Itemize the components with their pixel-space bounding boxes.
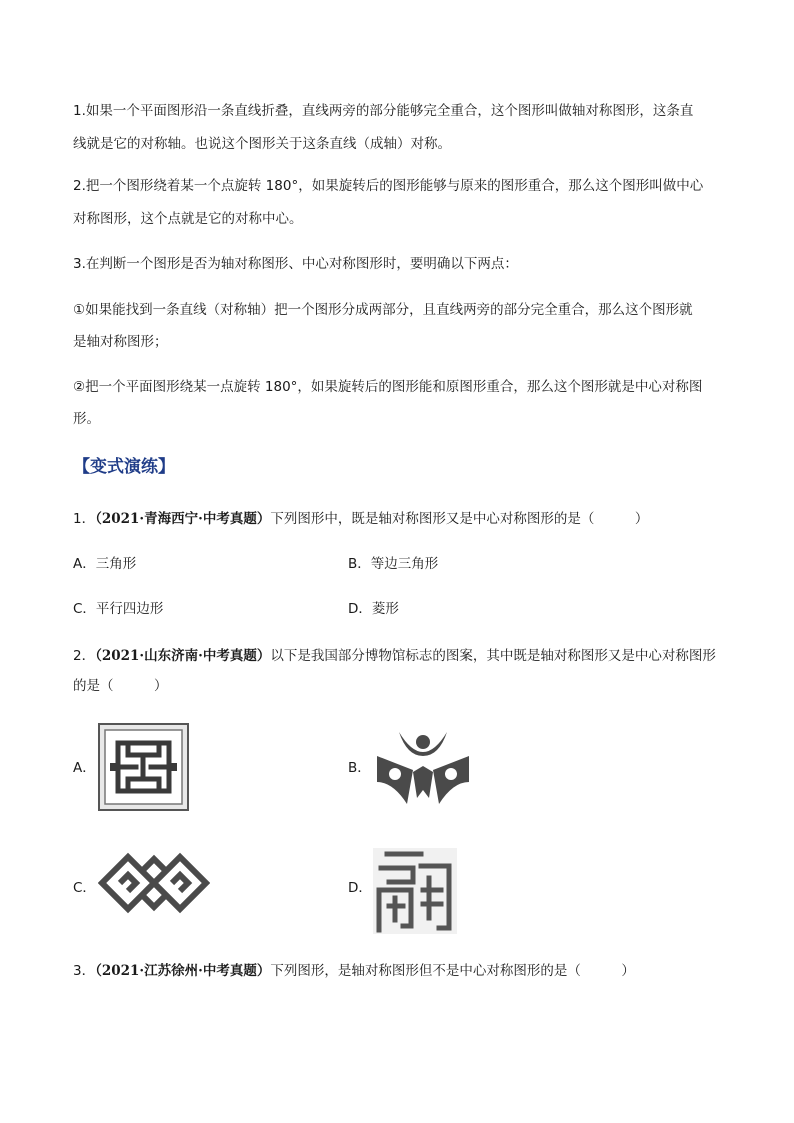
question-stem: 下列图形中，既是轴对称图形又是中心对称图形的是（ ）	[270, 511, 649, 527]
question-3	[73, 957, 635, 985]
question-2-option-c-label[interactable]: C．	[73, 880, 96, 896]
question-stem: 以下是我国部分博物馆标志的图案，其中既是轴对称图形又是中心对称图形	[270, 648, 716, 664]
question-number: 2．	[73, 648, 96, 664]
question-1-option-b[interactable]: B．等边三角形	[348, 556, 439, 572]
question-source: （2021·江苏徐州·中考真题）	[95, 963, 271, 979]
question-2-option-b-label[interactable]: B．	[348, 760, 371, 776]
note-4-line-1: ①如果能找到一条直线（对称轴）把一个图形分成两部分，且直线两旁的部分完全重合，那么这个图形就	[73, 302, 693, 318]
note-2-line-2: 对称图形，这个点就是它的对称中心。	[73, 211, 303, 227]
question-source: （2021·山东济南·中考真题）	[95, 648, 271, 664]
question-stem: 下列图形，是轴对称图形但不是中心对称图形的是（ ）	[270, 963, 635, 979]
seal-character-logo-icon[interactable]	[373, 848, 457, 934]
question-2-option-a-label[interactable]: A．	[73, 760, 96, 776]
section-title: 【变式演练】	[73, 457, 175, 477]
note-1-line-1: 1.如果一个平面图形沿一条直线折叠，直线两旁的部分能够完全重合，这个图形叫做轴对称图形，这条直	[73, 103, 694, 119]
note-5-line-2: 形。	[73, 411, 100, 427]
question-2-stem-continued: 的是（ ）	[73, 678, 168, 694]
question-1	[73, 505, 648, 533]
square-maze-logo-icon[interactable]	[98, 723, 189, 811]
note-5-line-1: ②把一个平面图形绕某一点旋转 180°，如果旋转后的图形能和原图形重合，那么这个图形就是中心对称图	[73, 379, 703, 395]
question-1-option-a[interactable]: A．三角形	[73, 556, 137, 572]
question-2-option-d-label[interactable]: D．	[348, 880, 372, 896]
question-source: （2021·青海西宁·中考真题）	[95, 511, 271, 527]
question-1-option-c[interactable]: C．平行四边形	[73, 601, 164, 617]
note-4-line-2: 是轴对称图形；	[73, 334, 168, 350]
note-2-line-1: 2.把一个图形绕着某一个点旋转 180°，如果旋转后的图形能够与原来的图形重合，那么这个图形叫做中心	[73, 178, 704, 194]
question-number: 1．	[73, 511, 96, 527]
question-1-option-d[interactable]: D．菱形	[348, 601, 399, 617]
question-number: 3．	[73, 963, 96, 979]
note-3-line-1: 3.在判断一个图形是否为轴对称图形、中心对称图形时，要明确以下两点：	[73, 256, 518, 272]
crescent-cloud-logo-icon[interactable]	[373, 726, 473, 808]
note-1-line-2: 线就是它的对称轴。也说这个图形关于这条直线（成轴）对称。	[73, 136, 451, 152]
question-2	[73, 642, 716, 670]
interlaced-knot-logo-icon[interactable]	[98, 850, 210, 916]
